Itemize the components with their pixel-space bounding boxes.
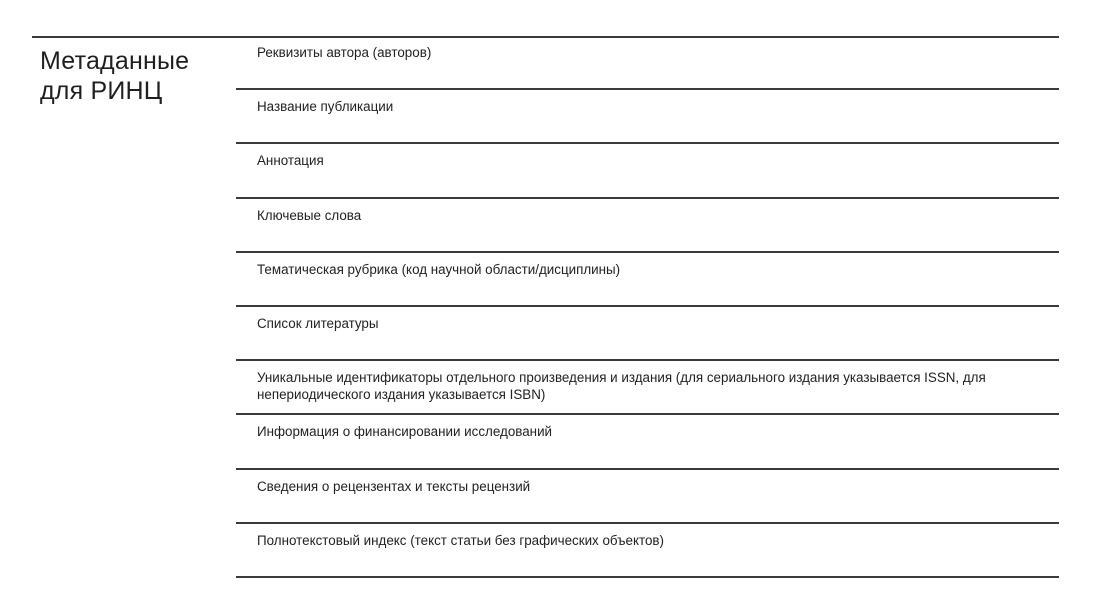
metadata-item: Тематическая рубрика (код научной области/дисциплины) <box>236 253 1059 307</box>
heading-line-2: для РИНЦ <box>40 77 163 105</box>
metadata-item: Уникальные идентификаторы отдельного произведения и издания (для сериального издания указывается ISSN, для непериодического издания указывается ISBN) <box>236 361 1059 415</box>
metadata-item: Полнотекстовый индекс (текст статьи без графических объектов) <box>236 524 1059 578</box>
section-heading <box>40 46 230 106</box>
metadata-item: Название публикации <box>236 90 1059 144</box>
metadata-item: Сведения о рецензентах и тексты рецензий <box>236 470 1059 524</box>
metadata-list <box>236 36 1059 578</box>
metadata-item: Аннотация <box>236 144 1059 198</box>
metadata-item: Список литературы <box>236 307 1059 361</box>
metadata-item: Реквизиты автора (авторов) <box>236 36 1059 90</box>
metadata-item: Ключевые слова <box>236 199 1059 253</box>
metadata-item: Информация о финансировании исследований <box>236 415 1059 469</box>
heading-line-1: Метаданные <box>40 47 190 75</box>
